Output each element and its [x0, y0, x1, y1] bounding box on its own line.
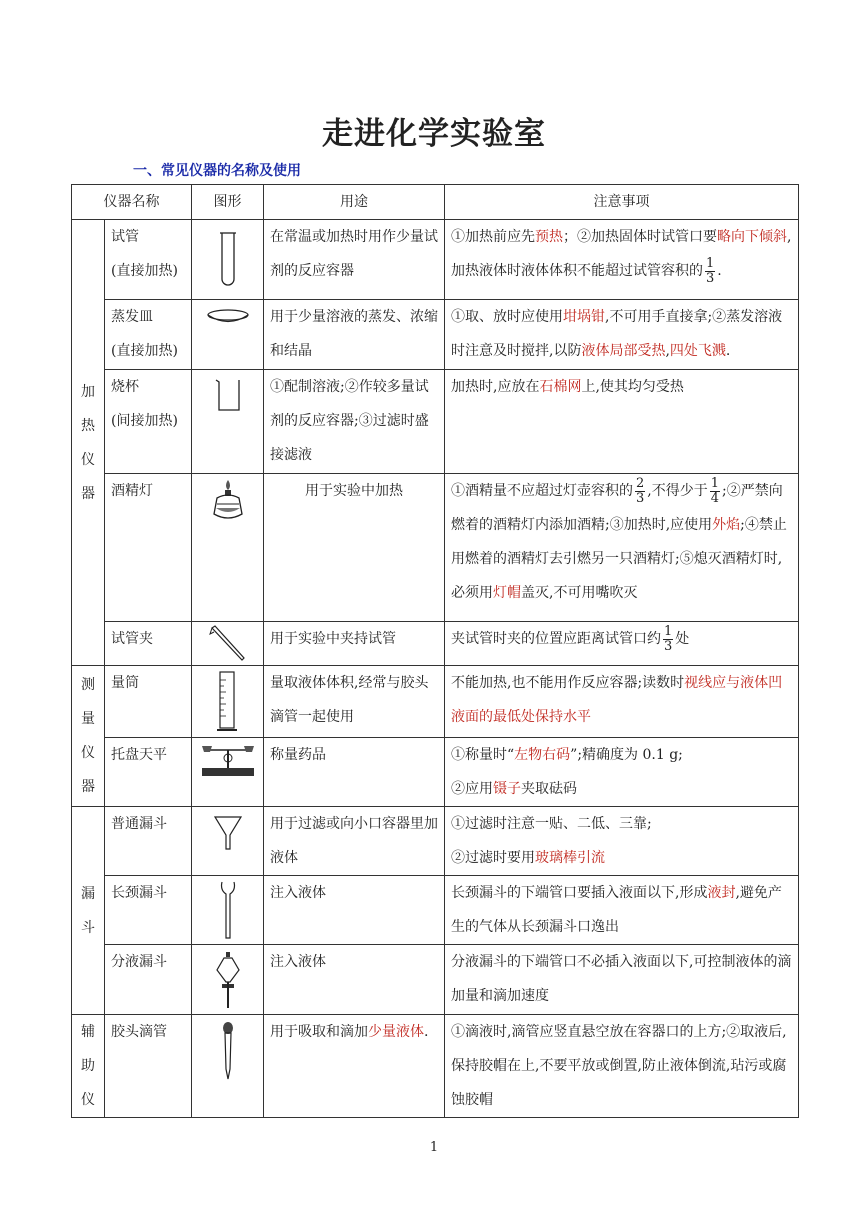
graduated-cylinder-icon: [192, 666, 264, 738]
instrument-name: 烧杯 (间接加热): [105, 370, 192, 474]
header-figure: 图形: [192, 185, 264, 220]
section-heading: 一、常见仪器的名称及使用: [133, 163, 301, 179]
header-use: 用途: [264, 185, 445, 220]
instrument-notes: ①称量时“左物右码”;精确度为 0.1 g; ②应用镊子夹取砝码: [445, 738, 799, 807]
category-aux: 辅助仪: [72, 1015, 105, 1118]
beaker-icon: [192, 370, 264, 474]
header-notes: 注意事项: [445, 185, 799, 220]
table-header-row: [72, 185, 799, 220]
instrument-use: 用于实验中加热: [264, 474, 445, 622]
evaporating-dish-icon: [192, 300, 264, 370]
category-measuring: 测量仪器: [72, 666, 105, 807]
header-name: 仪器名称: [72, 185, 192, 220]
funnel-icon: [192, 807, 264, 876]
balance-icon: [192, 738, 264, 807]
table-row: [72, 220, 799, 300]
page-number: 1: [429, 1140, 439, 1155]
instrument-use: 注入液体: [264, 945, 445, 1015]
instrument-notes: ①加热前应先预热；②加热固体时试管口要略向下倾斜,加热液体时液体体积不能超过试管容积的 $\frac{1}{3}$ .: [445, 220, 799, 300]
instrument-use: 注入液体: [264, 876, 445, 945]
alcohol-lamp-icon: [192, 474, 264, 622]
instrument-use: ①配制溶液;②作较多量试剂的反应容器;③过滤时盛接滤液: [264, 370, 445, 474]
table-row: [72, 474, 799, 622]
table-row: [72, 300, 799, 370]
test-tube-icon: [192, 220, 264, 300]
instrument-table: [71, 184, 799, 1118]
instrument-use: 量取液体体积,经常与胶头滴管一起使用: [264, 666, 445, 738]
instrument-use: 在常温或加热时用作少量试剂的反应容器: [264, 220, 445, 300]
instrument-use: 用于实验中夹持试管: [264, 622, 445, 666]
table-row: [72, 945, 799, 1015]
table-row: [72, 738, 799, 807]
instrument-name: 量筒: [105, 666, 192, 738]
table-row: [72, 666, 799, 738]
instrument-notes: 夹试管时夹的位置应距离试管口约 $\frac{1}{3}$ 处: [445, 622, 799, 666]
long-neck-funnel-icon: [192, 876, 264, 945]
instrument-notes: 长颈漏斗的下端管口要插入液面以下,形成液封,避免产生的气体从长颈漏斗口逸出: [445, 876, 799, 945]
table-row: [72, 370, 799, 474]
instrument-notes: 不能加热,也不能用作反应容器;读数时视线应与液体凹液面的最低处保持水平: [445, 666, 799, 738]
instrument-name: 分液漏斗: [105, 945, 192, 1015]
instrument-name: 酒精灯: [105, 474, 192, 622]
instrument-name: 普通漏斗: [105, 807, 192, 876]
instrument-notes: 加热时,应放在石棉网上,使其均匀受热: [445, 370, 799, 474]
category-funnel: 漏斗: [72, 807, 105, 1015]
instrument-notes: ①取、放时应使用坩埚钳,不可用手直接拿;②蒸发溶液时注意及时搅拌,以防液体局部受热,四处飞溅.: [445, 300, 799, 370]
category-heating: 加热仪器: [72, 220, 105, 666]
instrument-name: 长颈漏斗: [105, 876, 192, 945]
instrument-use: 用于少量溶液的蒸发、浓缩和结晶: [264, 300, 445, 370]
instrument-notes: ①酒精量不应超过灯壶容积的 $\frac{2}{3}$ ,不得少于 $\frac{1}{4}$ ;②严禁向燃着的酒精灯内添加酒精;③加热时,应使用外焰;④禁止用燃着的酒精灯去引燃另一只酒精灯;⑤熄灭酒精灯时,必须用灯帽盖灭,不可用嘴吹灭: [445, 474, 799, 622]
dropper-icon: [192, 1015, 264, 1118]
instrument-name: 试管 (直接加热): [105, 220, 192, 300]
table-row: [72, 876, 799, 945]
instrument-name: 胶头滴管: [105, 1015, 192, 1118]
instrument-name: 托盘天平: [105, 738, 192, 807]
instrument-name: 试管夹: [105, 622, 192, 666]
table-row: [72, 622, 799, 666]
instrument-notes: ①滴液时,滴管应竖直悬空放在容器口的上方;②取液后,保持胶帽在上,不要平放或倒置,防止液体倒流,玷污或腐蚀胶帽: [445, 1015, 799, 1118]
separatory-funnel-icon: [192, 945, 264, 1015]
test-tube-holder-icon: [192, 622, 264, 666]
instrument-use: 用于吸取和滴加少量液体.: [264, 1015, 445, 1118]
table-row: [72, 807, 799, 876]
instrument-use: 称量药品: [264, 738, 445, 807]
instrument-name: 蒸发皿 (直接加热): [105, 300, 192, 370]
table-row: [72, 1015, 799, 1118]
instrument-notes: ①过滤时注意一贴、二低、三靠; ②过滤时要用玻璃棒引流: [445, 807, 799, 876]
page-title: 走进化学实验室: [322, 116, 546, 152]
instrument-notes: 分液漏斗的下端管口不必插入液面以下,可控制液体的滴加量和滴加速度: [445, 945, 799, 1015]
instrument-use: 用于过滤或向小口容器里加液体: [264, 807, 445, 876]
